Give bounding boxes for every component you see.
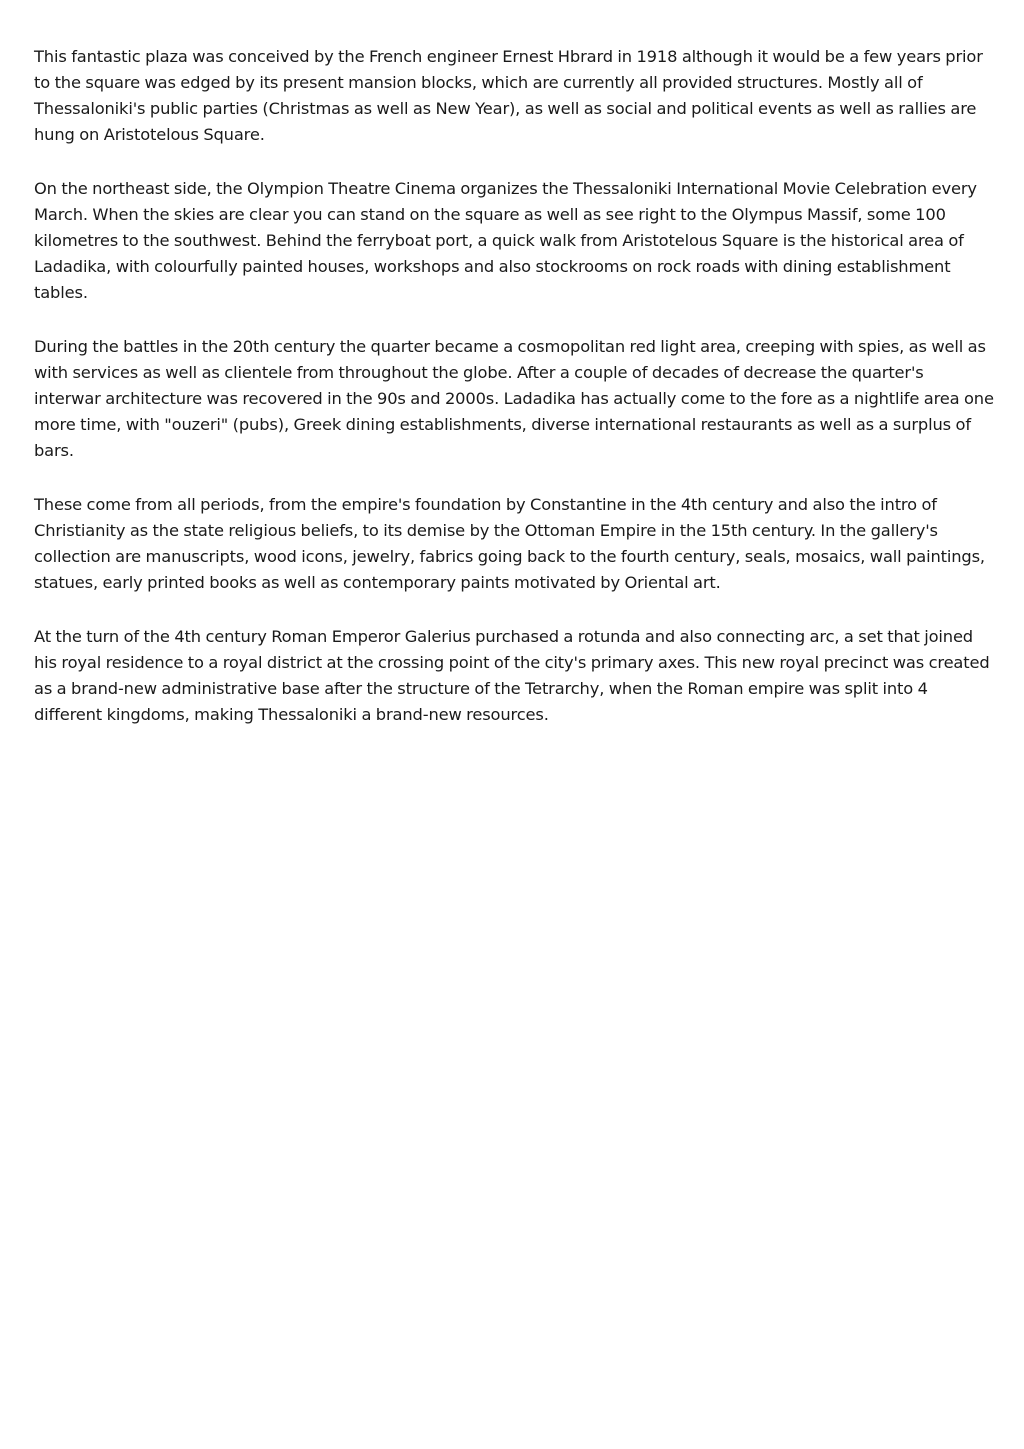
document-body: [34, 44, 994, 756]
paragraph-5: At the turn of the 4th century Roman Emperor Galerius purchased a rotunda and also connecting arc, a set that joined his royal residence to a royal district at the crossing point of the city's primary axes. This new royal precinct was created as a brand-new administrative base after the structure of the Tetrarchy, when the Roman empire was split into 4 different kingdoms, making Thessaloniki a brand-new resources.: [34, 627, 990, 724]
paragraph-4: These come from all periods, from the empire's foundation by Constantine in the 4th century and also the intro of Christianity as the state religious beliefs, to its demise by the Ottoman Empire in the 15th century. In the gallery's collection are manuscripts, wood icons, jewelry, fabrics going back to the fourth century, seals, mosaics, wall paintings, statues, early printed books as well as contemporary paints motivated by Oriental art.: [34, 495, 985, 592]
paragraph-1: This fantastic plaza was conceived by the French engineer Ernest Hbrard in 1918 although it would be a few years prior to the square was edged by its present mansion blocks, which are currently all provided structures. Mostly all of Thessaloniki's public parties (Christmas as well as New Year), as well as social and political events as well as rallies are hung on Aristotelous Square.: [34, 47, 983, 144]
paragraph-2: On the northeast side, the Olympion Theatre Cinema organizes the Thessaloniki International Movie Celebration every March. When the skies are clear you can stand on the square as well as see right to the Olympus Massif, some 100 kilometres to the southwest. Behind the ferryboat port, a quick walk from Aristotelous Square is the historical area of Ladadika, with colourfully painted houses, workshops and also stockrooms on rock roads with dining establishment tables.: [34, 179, 977, 302]
paragraph-3: During the battles in the 20th century the quarter became a cosmopolitan red light area, creeping with spies, as well as with services as well as clientele from throughout the globe. After a couple of decades of decrease the quarter's interwar architecture was recovered in the 90s and 2000s. Ladadika has actually come to the fore as a nightlife area one more time, with "ouzeri" (pubs), Greek dining establishments, diverse international restaurants as well as a surplus of bars.: [34, 337, 994, 460]
